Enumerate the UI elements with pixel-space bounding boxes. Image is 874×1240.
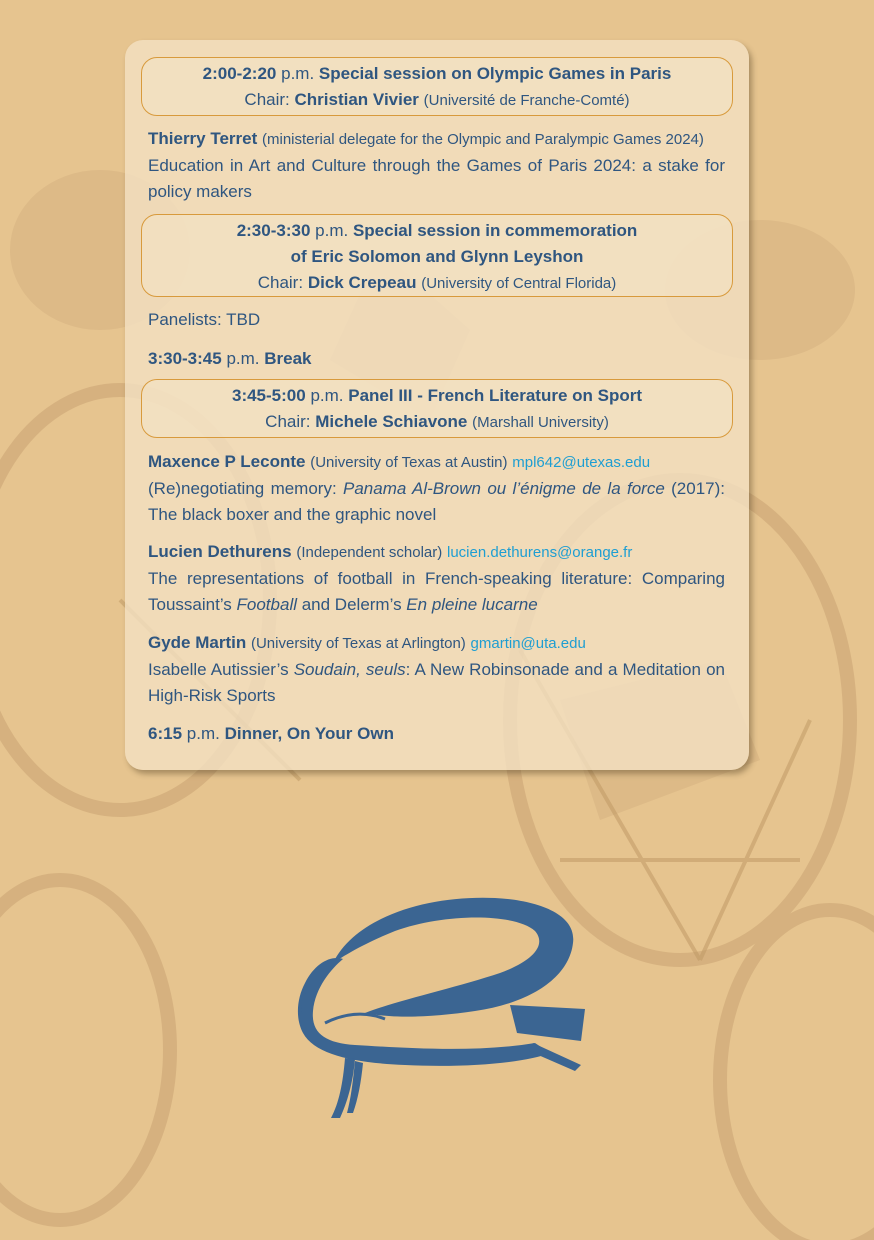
chair-label: Chair: xyxy=(257,273,304,292)
panelists-line: Panelists: TBD xyxy=(148,310,261,329)
speaker-name: Gyde Martin xyxy=(148,633,247,652)
talk-title: The representations of football in French-speaking literature: Comparing Toussaint’s Football and Delerm’s En pleine lucarne xyxy=(148,569,725,614)
session-title: Panel III - French Literature on Sport xyxy=(348,386,642,405)
dinner-time: 6:15 xyxy=(148,724,183,743)
talk-title: Isabelle Autissier’s Soudain, seuls: A New Robinsonade and a Meditation on High-Risk Sports xyxy=(148,660,725,705)
speaker-name: Lucien Dethurens xyxy=(148,542,292,561)
break-line xyxy=(148,346,725,372)
break-label: Break xyxy=(264,349,312,368)
cyclist-logo-icon xyxy=(285,893,590,1121)
session-time: 3:45-5:00 xyxy=(231,386,306,405)
talk-leconte xyxy=(148,449,725,528)
chair-name: Michele Schiavone xyxy=(315,412,468,431)
session-pm: p.m. xyxy=(310,386,344,405)
session-title-line2: of Eric Solomon and Glynn Leyshon xyxy=(290,247,584,266)
dinner-label: Dinner, On Your Own xyxy=(224,724,394,743)
session-header-olympic xyxy=(141,57,733,116)
talk-martin xyxy=(148,630,725,709)
break-pm: p.m. xyxy=(226,349,260,368)
speaker-email-link[interactable]: lucien.dethurens@orange.fr xyxy=(447,544,633,561)
talk-title: (Re)negotiating memory: Panama Al-Brown ou l’énigme de la force (2017): The black boxer and the graphic novel xyxy=(148,479,725,524)
speaker-affiliation: (ministerial delegate for the Olympic and Paralympic Games 2024) xyxy=(262,131,704,148)
talk-title: Education in Art and Culture through the Games of Paris 2024: a stake for policy makers xyxy=(148,156,725,201)
session-time: 2:00-2:20 xyxy=(202,64,277,83)
session-header-panel-iii xyxy=(141,379,733,438)
chair-label: Chair: xyxy=(244,90,290,109)
break-time: 3:30-3:45 xyxy=(148,349,222,368)
talk-terret xyxy=(148,126,725,205)
dinner-line xyxy=(148,721,725,747)
speaker-affiliation: (University of Texas at Austin) xyxy=(310,454,508,471)
session-header-commemoration xyxy=(141,214,733,297)
schedule-card xyxy=(125,40,749,770)
chair-affiliation: (University of Central Florida) xyxy=(421,275,617,292)
speaker-email-link[interactable]: gmartin@uta.edu xyxy=(470,635,586,652)
chair-label: Chair: xyxy=(265,412,311,431)
speaker-name: Thierry Terret xyxy=(148,129,258,148)
chair-name: Dick Crepeau xyxy=(307,273,417,292)
chair-affiliation: (Marshall University) xyxy=(472,414,609,431)
session-time: 2:30-3:30 xyxy=(236,221,311,240)
session-title: Special session in commemoration xyxy=(352,221,638,240)
chair-affiliation: (Université de Franche-Comté) xyxy=(423,92,630,109)
speaker-affiliation: (Independent scholar) xyxy=(296,544,443,561)
dinner-pm: p.m. xyxy=(186,724,220,743)
session-pm: p.m. xyxy=(281,64,315,83)
speaker-affiliation: (University of Texas at Arlington) xyxy=(250,635,466,652)
session-pm: p.m. xyxy=(315,221,349,240)
speaker-email-link[interactable]: mpl642@utexas.edu xyxy=(512,454,651,471)
chair-name: Christian Vivier xyxy=(294,90,419,109)
talk-dethurens xyxy=(148,539,725,618)
session-title: Special session on Olympic Games in Paris xyxy=(318,64,672,83)
speaker-name: Maxence P Leconte xyxy=(148,452,306,471)
